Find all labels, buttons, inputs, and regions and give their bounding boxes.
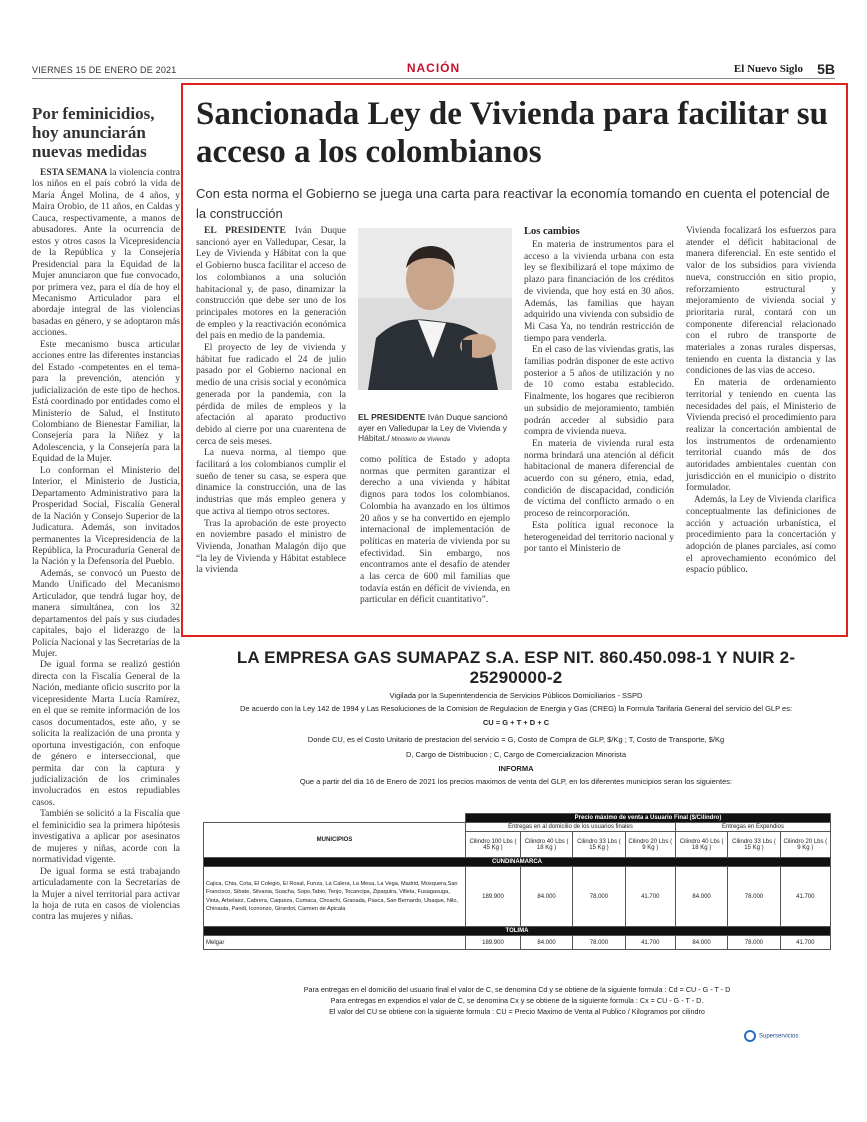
article-paragraph: En materia de instrumentos para el acceso a la vivienda urbana con esta ley se flexibilizará el tope máximo de plazo para financiación de los créditos de vivienda, que hoy está en 30 años. Además, las familias que hayan adquirido una vivienda con subsidio de Mi Casa Ya, no tendrán restricción de tiempo para venderla.: [524, 240, 674, 344]
table-column-header: Cilindro 40 Lbs ( 18 Kg ): [520, 832, 572, 858]
article-paragraph: EL PRESIDENTE Iván Duque sancionó ayer en Valledupar, Cesar, la Ley de Vivienda y Hábitat con la que el Gobierno busca facilitar el acceso de los colombianos a una solución habitacional y, de paso, dinamizar la construcción que debe ser uno de los principales motores en la generación de empleo y la reactivación económica del país en medio de la pandemia.: [196, 226, 346, 342]
sidebar-headline: Por feminicidios, hoy anunciarán nuevas medidas: [32, 104, 155, 161]
page-number: 5B: [817, 61, 835, 77]
article-paragraph: como política de Estado y adopta normas que permiten garantizar el derecho a una vivienda y hábitat dignos para todos los colombianos. Colombia ha avanzado en los últimos 20 años y se ha convertido en ejemplo internacional de implementación de políticas en materia de vivienda por su efectividad. Sin embargo, nos encontramos ante el desafío de atender a las cerca de 600 mil familias que todavía están en déficit de vivienda, en particular en déficit cuantitativo”.: [360, 455, 510, 606]
table-region-header: CUNDINAMARCA: [204, 858, 831, 867]
section-heading: Los cambios: [524, 226, 580, 237]
table-group-domicilio: Entregas en al domicilio de los usuarios finales: [466, 823, 676, 832]
table-column-header: Cilindro 20 Lbs ( 9 Kg ): [625, 832, 675, 858]
table-price-cell: 84.000: [520, 936, 572, 950]
table-region-header: TOLIMA: [204, 927, 831, 936]
table-row: [204, 936, 831, 950]
table-municipios-header: MUNICIPIOS: [204, 823, 466, 858]
article-paragraph: Además, la Ley de Vivienda clarifica conceptualmente las definiciones de acción y actuación urbanística, el procedimiento para la concertación y adopción de planes parciales, así como el aprovechamiento económico del espacio público.: [686, 495, 836, 576]
header-rule: [32, 78, 835, 79]
section-name: NACIÓN: [406, 61, 461, 75]
article-paragraph: Tras la aprobación de este proyecto en noviembre pasado el ministro de Vivienda, Jonathan Malagón dijo que “la ley de Vivienda y Hábitat establece la vivienda: [196, 518, 346, 576]
table-municipios-cell: Cajica, Chia, Cota, El Colegio, El Rosal, Funza, La Calera, La Mesa, La Vega, Madrid, Mosquera,San Francisco, Sibate, Silvania, Soacha, Sopo,Tabio, Tenjo, Tocancipa, Zipaquira, Villeta, Fusagasuga, Viota, Arbelaez, Cabrera, Caqueza, Cumaca, Choachi, Granada, Pasca, San Bernardo, Ubaque, Nilo, Chinauta, Pandi, Icononzo, Girardot, Carmen de Apicala: [204, 867, 466, 927]
ad-intro: De acuerdo con la Ley 142 de 1994 y Las Resoluciones de la Comision de Regulacion de Energia y Gas (CREG) la Formula Tarifaria General del servicio del GLP es:: [239, 704, 793, 713]
table-price-cell: 78.000: [573, 936, 625, 950]
article-headline: Sancionada Ley de Vivienda para facilitar su acceso a los colombianos: [196, 96, 828, 170]
price-table: [203, 813, 831, 950]
table-column-header: Cilindro 33 Lbs ( 15 Kg ): [728, 832, 780, 858]
table-price-cell: 189.900: [466, 867, 521, 927]
table-group-expendios: Entregas en Expendios: [675, 823, 830, 832]
article-paragraph: En el caso de las viviendas gratis, las familias podrán disponer de este activo posterior a 5 años de utilización y no de 10 como estaba establecido. Finalmente, los hogares que recibieron un subsidio de mejoramiento, también podrán acceder al subsidio para compra de vivienda nueva.: [524, 345, 674, 438]
ad-title: LA EMPRESA GAS SUMAPAZ S.A. ESP NIT. 860.450.098-1 Y NUIR 2-25290000-2: [236, 648, 796, 687]
article-column-3: [524, 226, 674, 556]
table-price-cell: 78.000: [728, 936, 780, 950]
table-price-cell: 41.700: [780, 867, 830, 927]
article-paragraph: Esta política igual reconoce la heterogeneidad del territorio nacional y por tanto el Ministerio de: [524, 520, 674, 555]
caption-lead: EL PRESIDENTE: [358, 412, 426, 422]
superservicios-logo-text: Superservicios: [759, 1033, 799, 1040]
table-row: [204, 867, 831, 927]
table-price-cell: 84.000: [520, 867, 572, 927]
sidebar-paragraph: ESTA SEMANA la violencia contra los niños en el país cobró la vida de María Ángel Molina, de 4 años, y Maira Orobio, de 11 años, en Caldas y Cauca, respectivamente, a manos de abusadores. Ante la ocurrencia de estos y otros casos la Vicepresidencia de la República y la Consejería Presidencial para la Equidad de la Mujer anunciaron que fue convocado, por primera vez, para el día de hoy el Mecanismo Articulador para el abordaje integral de las violencias basadas en género, y se adoptaron más acciones.: [32, 168, 180, 339]
table-price-cell: 41.700: [625, 936, 675, 950]
table-price-cell: 78.000: [728, 867, 780, 927]
article-paragraph: En materia de vivienda rural esta norma brindará una atención al déficit habitacional de manera diferencial de acuerdo con su género, etnia, edad, condición de discapacidad, condición de víctima del conflicto armado o en proceso de reincorporación.: [524, 438, 674, 520]
ad-definition-1: Donde CU, es el Costo Unitario de prestacion del servicio = G, Costo de Compra de GLP, $/Kg ; T, Costo de Transporte, $/Kg: [307, 735, 725, 744]
gas-advertisement: [196, 648, 836, 789]
sidebar-paragraph: También se solicitó a la Fiscalía que el feminicidio sea la primera hipótesis investigativa a aplicar por asesinatos de mujeres y niñas, acorde con la normatividad vigente.: [32, 809, 180, 866]
article-lead: EL PRESIDENTE: [204, 226, 286, 236]
table-price-cell: 84.000: [675, 936, 727, 950]
table-column-header: Cilindro 33 Lbs ( 15 Kg ): [573, 832, 625, 858]
issue-date: VIERNES 15 DE ENERO DE 2021: [32, 65, 177, 75]
superservicios-logo-icon: [744, 1030, 756, 1042]
table-price-cell: 41.700: [780, 936, 830, 950]
caption-text: Iván Duque sancionó ayer en Valledupar la Ley de Vivienda y Hábitat./: [358, 412, 508, 443]
sidebar-paragraph: Este mecanismo busca articular acciones entre las diferentes instancias del Estado -competentes en el tema- para la prevención, atención y judicialización de este tipo de hechos. Está coordinado por entidades como el Ministerio de Salud, el Instituto Colombiano de Bienestar Familiar, la Consejería para la Niñez y la Adolescencia, y la Consejería para la Equidad de la Mujer.: [32, 339, 180, 465]
photo-caption: [358, 412, 512, 446]
article-column-1: [196, 226, 346, 577]
ad-formula-line: Para entregas en expendios el valor de C, se denomina Cx y se obtiene de la siguiente formula : Cx = CU - G - T - D.: [330, 996, 704, 1005]
table-price-cell: 189.900: [466, 936, 521, 950]
table-column-header: Cilindro 20 Lbs ( 9 Kg ): [780, 832, 830, 858]
president-photo-image: [358, 228, 512, 390]
ad-date-line: Que a partir del dia 16 de Enero de 2021 los precios maximos de venta del GLP, en los diferentes municipios seran los siguientes:: [299, 777, 733, 786]
ad-formula: CU = G + T + D + C: [482, 718, 550, 727]
ad-formulas: [203, 984, 831, 1017]
president-photo: [358, 228, 512, 390]
table-column-header: Cilindro 100 Lbs ( 45 Kg ): [466, 832, 521, 858]
table-price-cell: 84.000: [675, 867, 727, 927]
sidebar-paragraph: De igual forma se realizó gestión directa con la Fiscalía General de la Nación, mediante oficio suscrito por la vicepresidente Marta Lucía Ramírez, en el que se remite información de los casos documentados, este año, y se solicita la realización de una pronta y oportuna investigación, con enfoque de género e interseccional, que permita dar con la captura y judicialización de los criminales involucrados en estos repudiables casos.: [32, 660, 180, 808]
article-paragraph: La nueva norma, al tiempo que facilitará a los colombianos cumplir el sueño de tener su casa, se espera que dinamice la construcción, una de las industrias que más empleo genera y que activa al tiempo otros sectores.: [196, 448, 346, 517]
sidebar-paragraph: Lo conforman el Ministerio del Interior, el Ministerio de Justicia, Departamento Administrativo para la Prosperidad Social, Fiscalía General de la Nación y Consejo Superior de la Judicatura. Además, son invitados permanentes la Vicepresidencia de la República, la Procuraduría General de la Nación y la Defensoría del Pueblo.: [32, 465, 180, 568]
ad-vigilada: Vigilada por la Superintendencia de Servicios Públicos Domiciliarios - SSPD: [389, 691, 643, 700]
ad-definition-2: D, Cargo de Distribucion ; C, Cargo de Comercializacion Minorista: [405, 750, 627, 759]
photo-credit: Ministerio de Vivienda: [389, 437, 450, 443]
article-column-4: [686, 226, 836, 577]
ad-formula-line: El valor del CU se obtiene con la siguiente formula : CU = Precio Maximo de Venta al Publico / Kilogramos por cilindro: [329, 1007, 705, 1016]
table-municipios-cell: Melgar: [204, 936, 466, 950]
table-price-cell: 78.000: [573, 867, 625, 927]
sidebar-paragraph: De igual forma se está trabajando articuladamente con la Secretarías de la Mujer a nivel territorial para activar la hoja de ruta en casos de violencias contra las mujeres y niñas.: [32, 866, 180, 923]
superservicios-logo: [744, 1030, 834, 1042]
article-paragraph: Vivienda focalizará los esfuerzos para atender el déficit habitacional de manera diferencial. En este sentido el valor de los subsidios para vivienda nueva, construcción en sitio propio, reforzamiento estructural y mejoramiento de vivienda social y prioritaria rural, contará con un componente diferencial relacionado con el rubro de transporte de materiales a zonas rurales dispersas, teniendo en cuenta la distancia y las condiciones de las vías de acceso.: [686, 226, 836, 377]
ad-informa: INFORMA: [498, 764, 534, 773]
article-column-2: [360, 455, 510, 607]
newspaper-name: El Nuevo Siglo: [733, 63, 803, 75]
table-top-header: Precio máximo de venta a Usuario Final ($/Cilindro): [466, 814, 831, 823]
table-price-cell: 41.700: [625, 867, 675, 927]
article-paragraph: El proyecto de ley de vivienda y hábitat fue radicado el 24 de julio pasado por el Gobierno nacional en medio de una crisis social y económica generada por la pandemia, con la pérdida de miles de empleos y la afectación al aparato productivo debido al cierre por una cuarentena de cerca de seis meses.: [196, 343, 346, 447]
article-subhead: Con esta norma el Gobierno se juega una carta para reactivar la economía tomando en cuenta el potencial de la construcción: [196, 186, 830, 221]
ad-formula-line: Para entregas en el domicilio del usuario final el valor de C, se denomina Cd y se obtiene de la siguiente formula : Cd = CU - G - T - D: [303, 985, 731, 994]
article-paragraph: En materia de ordenamiento territorial y teniendo en cuenta las necesidades del país, el Ministerio de Vivienda precisó el procedimiento para realizar la concertación ambiental de los instrumentos de ordenamiento territorial cuando más de dos autoridades ambientales cuentan con jurisdicción en el municipio o distrito formulador.: [686, 378, 836, 494]
sidebar-body: [32, 168, 180, 924]
table-column-header: Cilindro 40 Lbs ( 18 Kg ): [675, 832, 727, 858]
sidebar-paragraph: Además, se convocó un Puesto de Mando Unificado del Mecanismo Articulador, que tendrá lugar hoy, de manera simultánea, con los 32 departamentos del país y sus ciudades capitales, bajo el liderazgo de la Policía Nacional y las Secretarías de la Mujer.: [32, 568, 180, 660]
sidebar-lead: ESTA SEMANA: [40, 168, 108, 178]
